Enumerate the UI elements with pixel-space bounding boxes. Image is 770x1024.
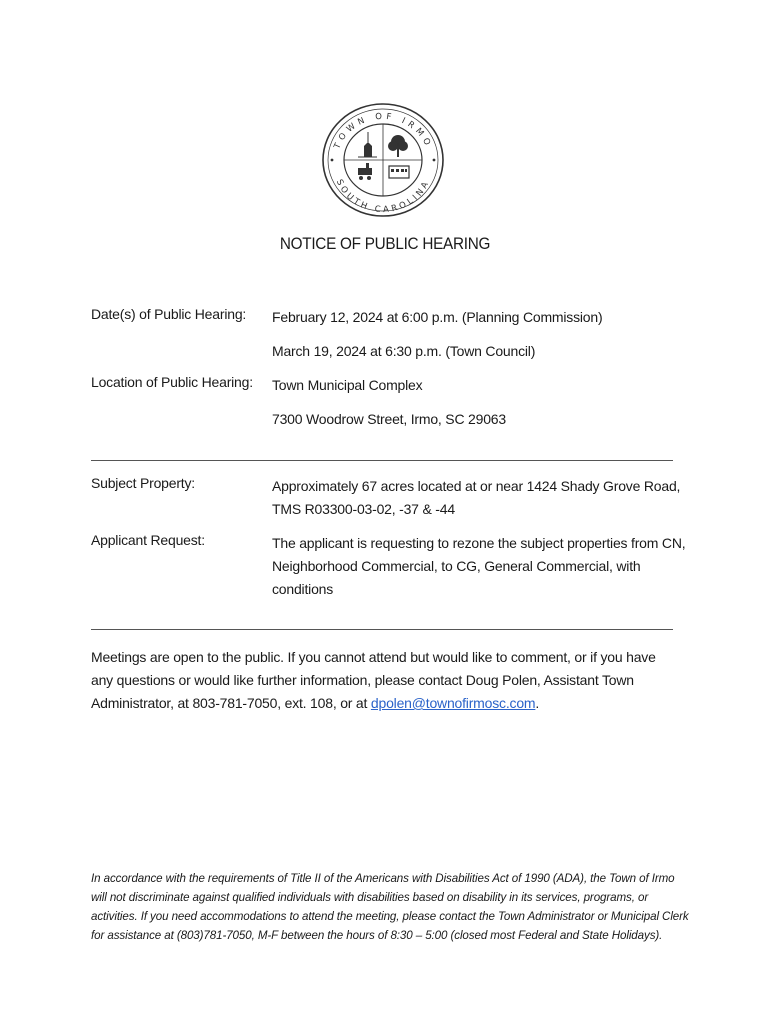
divider-2 — [91, 629, 673, 630]
subject-value: Approximately 67 acres located at or near 1424 Shady Grove Road, TMS R03300-03-02, -37 & -44 — [272, 478, 681, 517]
date-town-council: March 19, 2024 at 6:30 p.m. (Town Council) — [272, 343, 536, 359]
location-address: 7300 Woodrow Street, Irmo, SC 29063 — [272, 411, 506, 427]
meetings-end: . — [535, 695, 540, 711]
town-seal-logo — [320, 102, 446, 218]
dates-label: Date(s) of Public Hearing: — [91, 306, 247, 322]
dates-value — [272, 306, 692, 363]
meetings-paragraph — [91, 646, 676, 715]
page-title: NOTICE OF PUBLIC HEARING — [279, 234, 491, 253]
location-value — [272, 374, 692, 431]
request-label: Applicant Request: — [91, 532, 205, 548]
date-planning-commission: February 12, 2024 at 6:00 p.m. (Planning Commission) — [272, 309, 603, 325]
location-name: Town Municipal Complex — [272, 377, 423, 393]
location-label: Location of Public Hearing: — [91, 374, 253, 390]
meetings-text: Meetings are open to the public. If you cannot attend but would like to comment, or if you have any questions or would like further information, please contact Doug Polen, Assistant Town Administrator, at 803-781-7050, ext. 108, or at — [91, 649, 656, 711]
request-value: The applicant is requesting to rezone the subject properties from CN, Neighborhood Commercial, to CG, General Commercial, with conditions — [272, 535, 686, 597]
contact-email-link[interactable]: dpolen@townofirmosc.com — [370, 695, 536, 711]
ada-notice: In accordance with the requirements of Title II of the Americans with Disabilities Act of 1990 (ADA), the Town of Irmo will not discriminate against qualified individuals with disabilities based on disability in its services, programs, or activities. If you need accommodations to attend the meeting, please contact the Town Administrator or Municipal Clerk for assistance at (803)781-7050, M-F between the hours of 8:30 – 5:00 (closed most Federal and State Holidays). — [91, 872, 689, 942]
subject-label: Subject Property: — [91, 475, 195, 491]
seal-top-text: TOWN OF IRMO — [332, 111, 434, 151]
seal-bottom-text: SOUTH CAROLINA — [333, 177, 433, 216]
divider-1 — [91, 460, 673, 461]
